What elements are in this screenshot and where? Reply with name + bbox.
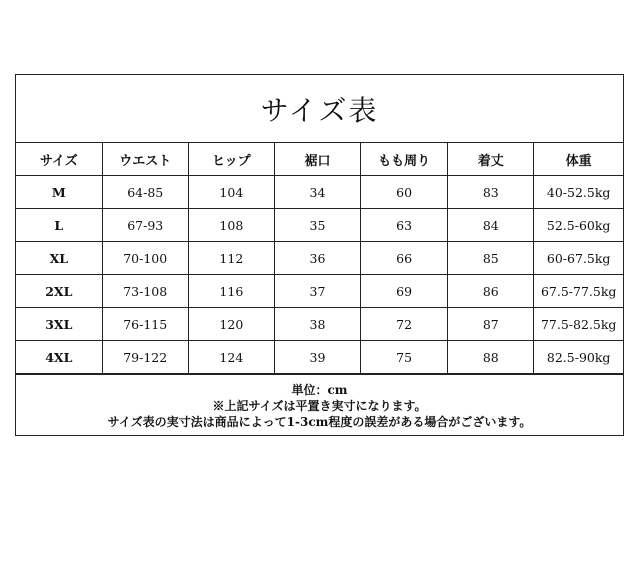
cell-size: 3XL xyxy=(16,308,102,341)
tolerance-note: サイズ表の実寸法は商品によって1-3cm程度の誤差がある場合がございます。 xyxy=(107,414,532,429)
cell-waist: 64-85 xyxy=(102,176,188,209)
header-size: サイズ xyxy=(16,143,102,176)
cell-length: 84 xyxy=(448,209,534,242)
cell-hem: 37 xyxy=(274,275,360,308)
cell-thigh: 63 xyxy=(361,209,448,242)
cell-size: 2XL xyxy=(16,275,102,308)
cell-waist: 67-93 xyxy=(102,209,188,242)
measurement-note: ※上記サイズは平置き実寸になります。 xyxy=(212,398,427,413)
cell-thigh: 75 xyxy=(361,341,448,374)
header-waist: ウエスト xyxy=(102,143,188,176)
cell-hip: 124 xyxy=(188,341,274,374)
cell-hip: 112 xyxy=(188,242,274,275)
cell-waist: 73-108 xyxy=(102,275,188,308)
cell-hip: 120 xyxy=(188,308,274,341)
cell-hem: 34 xyxy=(274,176,360,209)
table-row xyxy=(16,209,623,242)
cell-size: M xyxy=(16,176,102,209)
cell-length: 85 xyxy=(448,242,534,275)
size-table xyxy=(16,143,623,374)
cell-weight: 60-67.5kg xyxy=(534,242,623,275)
cell-size: L xyxy=(16,209,102,242)
cell-hip: 108 xyxy=(188,209,274,242)
chart-title: サイズ表 xyxy=(16,75,623,143)
cell-length: 87 xyxy=(448,308,534,341)
cell-thigh: 72 xyxy=(361,308,448,341)
cell-hip: 104 xyxy=(188,176,274,209)
table-row xyxy=(16,176,623,209)
table-row xyxy=(16,308,623,341)
cell-waist: 76-115 xyxy=(102,308,188,341)
cell-length: 86 xyxy=(448,275,534,308)
cell-size: 4XL xyxy=(16,341,102,374)
cell-hem: 39 xyxy=(274,341,360,374)
cell-waist: 70-100 xyxy=(102,242,188,275)
header-hem: 裾口 xyxy=(274,143,360,176)
cell-weight: 82.5-90kg xyxy=(534,341,623,374)
cell-weight: 67.5-77.5kg xyxy=(534,275,623,308)
unit-note: 単位：cm xyxy=(291,382,348,397)
table-row xyxy=(16,341,623,374)
cell-thigh: 66 xyxy=(361,242,448,275)
cell-weight: 52.5-60kg xyxy=(534,209,623,242)
header-hip: ヒップ xyxy=(188,143,274,176)
cell-length: 88 xyxy=(448,341,534,374)
notes-section xyxy=(16,374,623,436)
cell-weight: 40-52.5kg xyxy=(534,176,623,209)
cell-size: XL xyxy=(16,242,102,275)
cell-hem: 38 xyxy=(274,308,360,341)
table-row xyxy=(16,242,623,275)
cell-thigh: 69 xyxy=(361,275,448,308)
header-thigh: もも周り xyxy=(361,143,448,176)
table-row xyxy=(16,275,623,308)
cell-hem: 35 xyxy=(274,209,360,242)
header-row xyxy=(16,143,623,176)
header-length: 着丈 xyxy=(448,143,534,176)
cell-hip: 116 xyxy=(188,275,274,308)
header-weight: 体重 xyxy=(534,143,623,176)
cell-hem: 36 xyxy=(274,242,360,275)
cell-weight: 77.5-82.5kg xyxy=(534,308,623,341)
cell-thigh: 60 xyxy=(361,176,448,209)
size-chart xyxy=(15,74,624,436)
cell-length: 83 xyxy=(448,176,534,209)
cell-waist: 79-122 xyxy=(102,341,188,374)
